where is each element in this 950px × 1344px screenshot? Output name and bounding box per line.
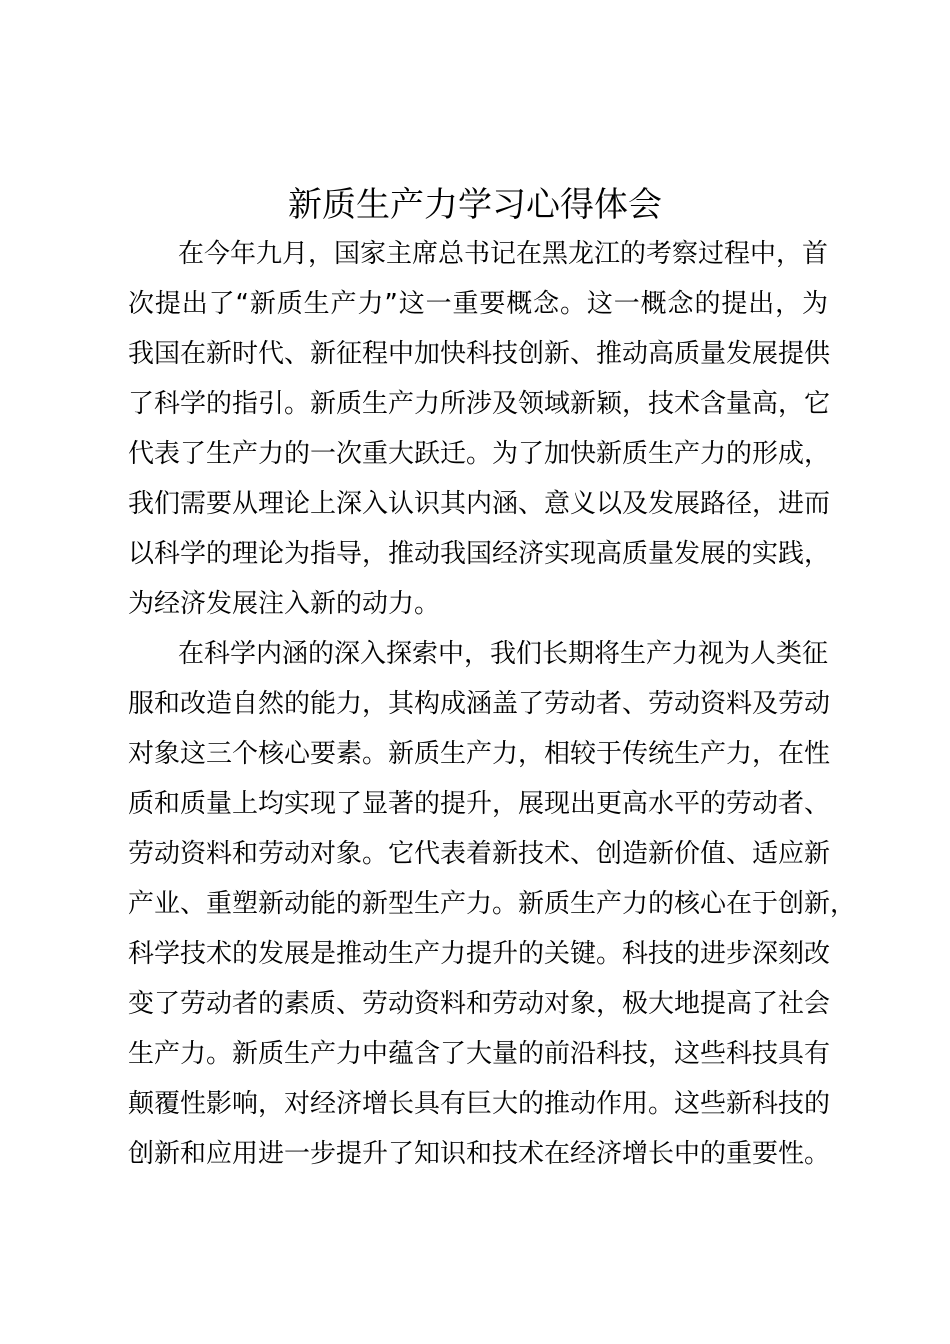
paragraph-2-line-11: 创新和应用进一步提升了知识和技术在经济增长中的重要性。 bbox=[128, 1139, 831, 1169]
paragraph-2-line-7: 科学技术的发展是推动生产力提升的关键。科技的进步深刻改 bbox=[128, 939, 831, 969]
paragraph-1-line-8: 为经济发展注入新的动力。 bbox=[128, 589, 441, 619]
paragraph-1-line-5: 代表了生产力的一次重大跃迁。为了加快新质生产力的形成， bbox=[128, 439, 831, 469]
paragraph-1-line-2: 次提出了“新质生产力”这一重要概念。这一概念的提出，为 bbox=[128, 289, 828, 319]
paragraph-2-line-4: 质和质量上均实现了显著的提升，展现出更高水平的劳动者、 bbox=[128, 789, 831, 819]
paragraph-2-line-6: 产业、重塑新动能的新型生产力。新质生产力的核心在于创新， bbox=[128, 889, 857, 919]
document-title: 新质生产力学习心得体会 bbox=[288, 185, 662, 225]
paragraph-2-line-3: 对象这三个核心要素。新质生产力，相较于传统生产力，在性 bbox=[128, 739, 831, 769]
paragraph-1-line-6: 我们需要从理论上深入认识其内涵、意义以及发展路径，进而 bbox=[128, 489, 831, 519]
paragraph-2-line-8: 变了劳动者的素质、劳动资料和劳动对象，极大地提高了社会 bbox=[128, 989, 831, 1019]
paragraph-2-line-9: 生产力。新质生产力中蕴含了大量的前沿科技，这些科技具有 bbox=[128, 1039, 831, 1069]
paragraph-1-line-4: 了科学的指引。新质生产力所涉及领域新颖，技术含量高，它 bbox=[128, 389, 831, 419]
paragraph-1-line-7: 以科学的理论为指导，推动我国经济实现高质量发展的实践， bbox=[128, 539, 831, 569]
paragraph-2-line-10: 颠覆性影响，对经济增长具有巨大的推动作用。这些新科技的 bbox=[128, 1089, 831, 1119]
paragraph-1-line-1: 在今年九月，国家主席总书记在黑龙江的考察过程中，首 bbox=[178, 239, 829, 269]
paragraph-2-line-1: 在科学内涵的深入探索中，我们长期将生产力视为人类征 bbox=[178, 639, 829, 669]
paragraph-2-line-5: 劳动资料和劳动对象。它代表着新技术、创造新价值、适应新 bbox=[128, 839, 831, 869]
paragraph-2-line-2: 服和改造自然的能力，其构成涵盖了劳动者、劳动资料及劳动 bbox=[128, 689, 831, 719]
paragraph-1-line-3: 我国在新时代、新征程中加快科技创新、推动高质量发展提供 bbox=[128, 339, 831, 369]
